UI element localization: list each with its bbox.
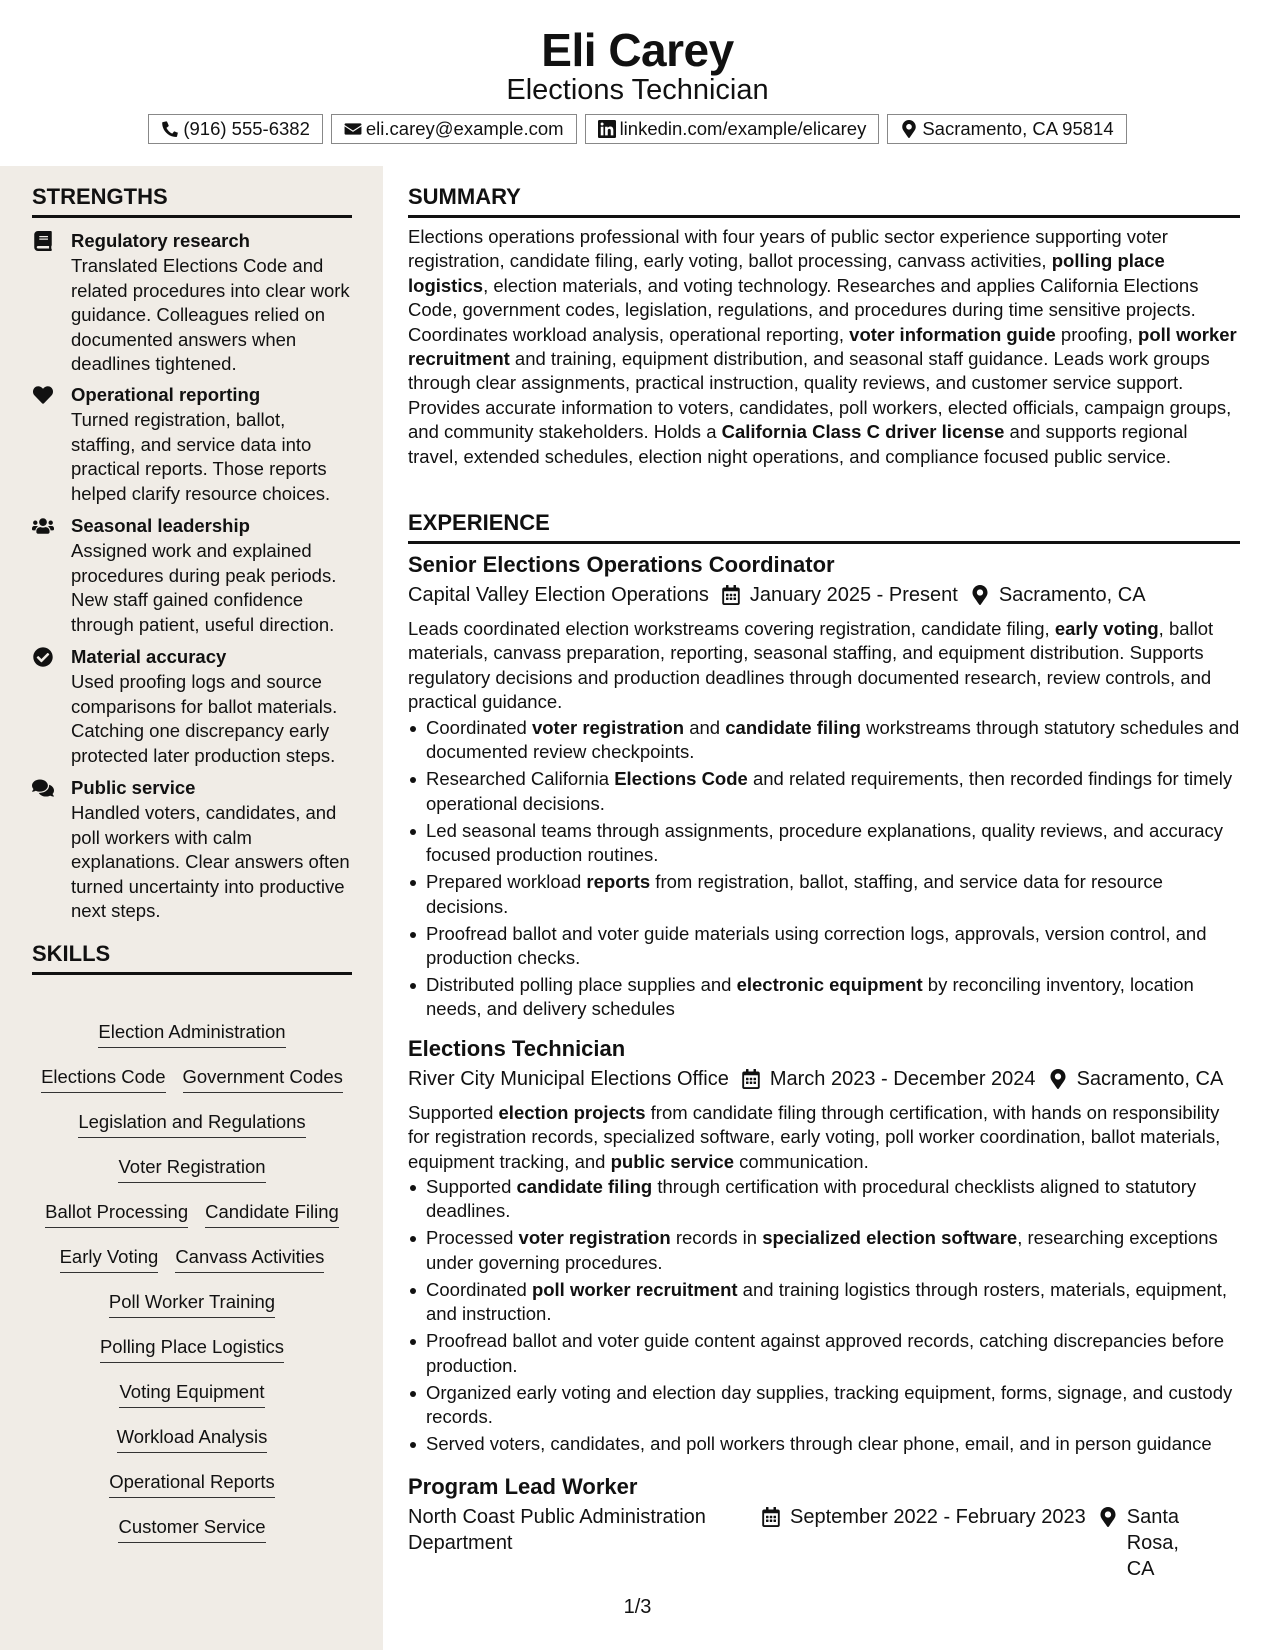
job-meta: [408, 1504, 1240, 1582]
job-description: Supported election projects from candidate filing through certification, with hands on responsibility for registration records, specialized software, early voting, poll worker coordination, ballot materials, equipment tracking, and public service communication.: [408, 1102, 1221, 1172]
strength-title: Material accuracy: [71, 646, 227, 667]
comments-icon: [32, 778, 54, 798]
strength-item: [32, 229, 352, 377]
skills-list: [24, 1020, 360, 1560]
candidate-title: Elections Technician: [506, 74, 769, 106]
job-dates: January 2025 - Present: [749, 584, 958, 606]
contact-phone: [148, 114, 323, 144]
contact-location-text: Sacramento, CA 95814: [922, 118, 1114, 139]
book-icon: [32, 231, 54, 251]
strength-title: Seasonal leadership: [71, 515, 250, 536]
strength-item: [32, 383, 352, 506]
skill-row: [24, 1515, 360, 1560]
contact-linkedin-text: linkedin.com/example/elicarey: [619, 118, 867, 139]
job-location: Santa Rosa, CA: [1126, 1506, 1179, 1580]
bullet-item: Prepared workload reports from registration, ballot, staffing, and service data for resource decisions.: [408, 870, 1240, 919]
job-bullets: [408, 1175, 1240, 1459]
check-circle-icon: [32, 647, 54, 667]
skill-tag: Voting Equipment: [119, 1380, 264, 1408]
strength-item: [32, 645, 352, 768]
envelope-icon: [344, 120, 362, 138]
skill-row: [24, 1020, 360, 1065]
skill-tag: Voter Registration: [118, 1155, 265, 1183]
job-title: Program Lead Worker: [408, 1474, 638, 1499]
bullet-item: Distributed polling place supplies and electronic equipment by reconciling inventory, location needs, and delivery schedules: [408, 973, 1240, 1022]
job-meta: [408, 582, 1240, 608]
strength-desc: Handled voters, candidates, and poll workers with calm explanations. Clear answers often turned uncertainty into productive next steps.: [71, 802, 350, 921]
skill-row: [24, 1380, 360, 1425]
skill-row: [24, 1425, 360, 1470]
strengths-heading: STRENGTHS: [32, 183, 352, 218]
skill-row: [24, 1110, 360, 1155]
phone-icon: [161, 120, 179, 138]
page-number: 1/3: [623, 1596, 652, 1618]
strength-title: Operational reporting: [71, 384, 261, 405]
bullet-item: Researched California Elections Code and related requirements, then recorded findings for timely operational decisions.: [408, 767, 1240, 816]
skill-tag: Election Administration: [98, 1020, 285, 1048]
bullet-item: Proofread ballot and voter guide materials using correction logs, approvals, version control, and production checks.: [408, 922, 1240, 971]
skill-row: [24, 1290, 360, 1335]
strength-desc: Assigned work and explained procedures during peak periods. New staff gained confidence through patient, useful direction.: [71, 540, 337, 635]
job-title: Senior Elections Operations Coordinator: [408, 552, 835, 577]
job-location: Sacramento, CA: [1076, 1068, 1224, 1090]
skill-tag: Legislation and Regulations: [78, 1110, 305, 1138]
candidate-name: Eli Carey: [541, 24, 734, 76]
linkedin-icon: [598, 120, 616, 138]
skill-tag: Early Voting: [60, 1245, 159, 1273]
skill-row: [24, 1065, 360, 1110]
job-location: Sacramento, CA: [998, 584, 1146, 606]
job-dates: September 2022 - February 2023: [790, 1506, 1086, 1528]
map-pin-icon: [1049, 1069, 1067, 1089]
strength-title: Regulatory research: [71, 230, 250, 251]
job-bullets: [408, 716, 1240, 1024]
strength-title: Public service: [71, 777, 196, 798]
skill-tag: Government Codes: [183, 1065, 343, 1093]
skill-tag: Workload Analysis: [117, 1425, 268, 1453]
bullet-item: Coordinated poll worker recruitment and training logistics through rosters, materials, equipment, and instruction.: [408, 1278, 1240, 1327]
job-description: Leads coordinated election workstreams covering registration, candidate filing, early voting, ballot materials, canvass preparation, reporting, seasonal staffing, and equipment distribution. Supports regulatory decisions and production deadlines through documented research, review controls, and practical guidance.: [408, 618, 1214, 713]
calendar-icon: [762, 1507, 780, 1527]
bullet-item: Supported candidate filing through certification with procedural checklists aligned to statutory deadlines.: [408, 1175, 1240, 1224]
contact-location: [887, 114, 1126, 144]
contact-phone-text: (916) 555-6382: [183, 118, 310, 139]
skill-tag: Canvass Activities: [175, 1245, 324, 1273]
skill-row: [24, 1470, 360, 1515]
calendar-icon: [722, 585, 740, 605]
bullet-item: Organized early voting and election day supplies, tracking equipment, forms, signage, and custody records.: [408, 1381, 1240, 1430]
job-org: River City Municipal Elections Office: [408, 1068, 729, 1090]
calendar-icon: [742, 1069, 760, 1089]
job-org: North Coast Public Administration Department: [408, 1506, 706, 1554]
strength-desc: Turned registration, ballot, staffing, and service data into practical reports. Those reports helped clarify resource choices.: [71, 409, 331, 504]
map-pin-icon: [1099, 1507, 1117, 1527]
contact-email-text: eli.carey@example.com: [365, 118, 564, 139]
summary-heading: SUMMARY: [408, 183, 1240, 218]
bullet-item: Proofread ballot and voter guide content against approved records, catching discrepancies before production.: [408, 1329, 1240, 1378]
skill-row: [24, 1245, 360, 1290]
experience-heading: EXPERIENCE: [408, 509, 1240, 544]
skill-tag: Ballot Processing: [45, 1200, 188, 1228]
bullet-item: Served voters, candidates, and poll workers through clear phone, email, and in person guidance: [408, 1432, 1240, 1456]
job-title: Elections Technician: [408, 1036, 626, 1061]
contact-bar: [0, 114, 1275, 144]
bullet-item: Coordinated voter registration and candidate filing workstreams through statutory schedules and documented review checkpoints.: [408, 716, 1240, 765]
skill-tag: Candidate Filing: [205, 1200, 339, 1228]
job-org: Capital Valley Election Operations: [408, 584, 709, 606]
skill-tag: Elections Code: [41, 1065, 165, 1093]
strength-desc: Used proofing logs and source comparisons for ballot materials. Catching one discrepancy early protected later production steps.: [71, 671, 338, 766]
bullet-item: Processed voter registration records in specialized election software, researching exceptions under governing procedures.: [408, 1226, 1240, 1275]
strength-item: [32, 776, 352, 924]
heart-icon: [32, 385, 54, 405]
map-pin-icon: [971, 585, 989, 605]
bullet-item: Led seasonal teams through assignments, procedure explanations, quality reviews, and accuracy focused production routines.: [408, 819, 1240, 868]
contact-email: [331, 114, 577, 144]
skill-tag: Customer Service: [118, 1515, 265, 1543]
skill-row: [24, 1155, 360, 1200]
users-icon: [32, 516, 54, 536]
resume-header: [0, 0, 1275, 166]
skill-row: [24, 1200, 360, 1245]
strength-desc: Translated Elections Code and related procedures into clear work guidance. Colleagues relied on documented answers when deadlines tightened.: [71, 255, 350, 374]
job-meta: [408, 1066, 1240, 1092]
skill-tag: Operational Reports: [109, 1470, 275, 1498]
skills-heading: SKILLS: [32, 940, 352, 975]
job-dates: March 2023 - December 2024: [769, 1068, 1036, 1090]
skill-tag: Polling Place Logistics: [100, 1335, 284, 1363]
map-pin-icon: [900, 120, 918, 138]
contact-linkedin: [585, 114, 880, 144]
strength-item: [32, 514, 352, 637]
skill-row: [24, 1335, 360, 1380]
summary-text: Elections operations professional with four years of public sector experience supporting voter registration, candidate filing, early voting, ballot processing, canvass activities, polling place logistics, election materials, and voting technology. Researches and applies California Elections Code, government codes, legislation, regulations, and procedures during time sensitive projects. Coordinates workload analysis, operational reporting, voter information guide proofing, poll worker recruitment and training, equipment distribution, and seasonal staff guidance. Leads work groups through clear assignments, practical instruction, quality reviews, and customer service support. Provides accurate information to voters, candidates, poll workers, elected officials, campaign groups, and community stakeholders. Holds a California Class C driver license and supports regional travel, extended schedules, election night operations, and compliance focused public service.: [408, 226, 1237, 467]
skill-tag: Poll Worker Training: [109, 1290, 275, 1318]
